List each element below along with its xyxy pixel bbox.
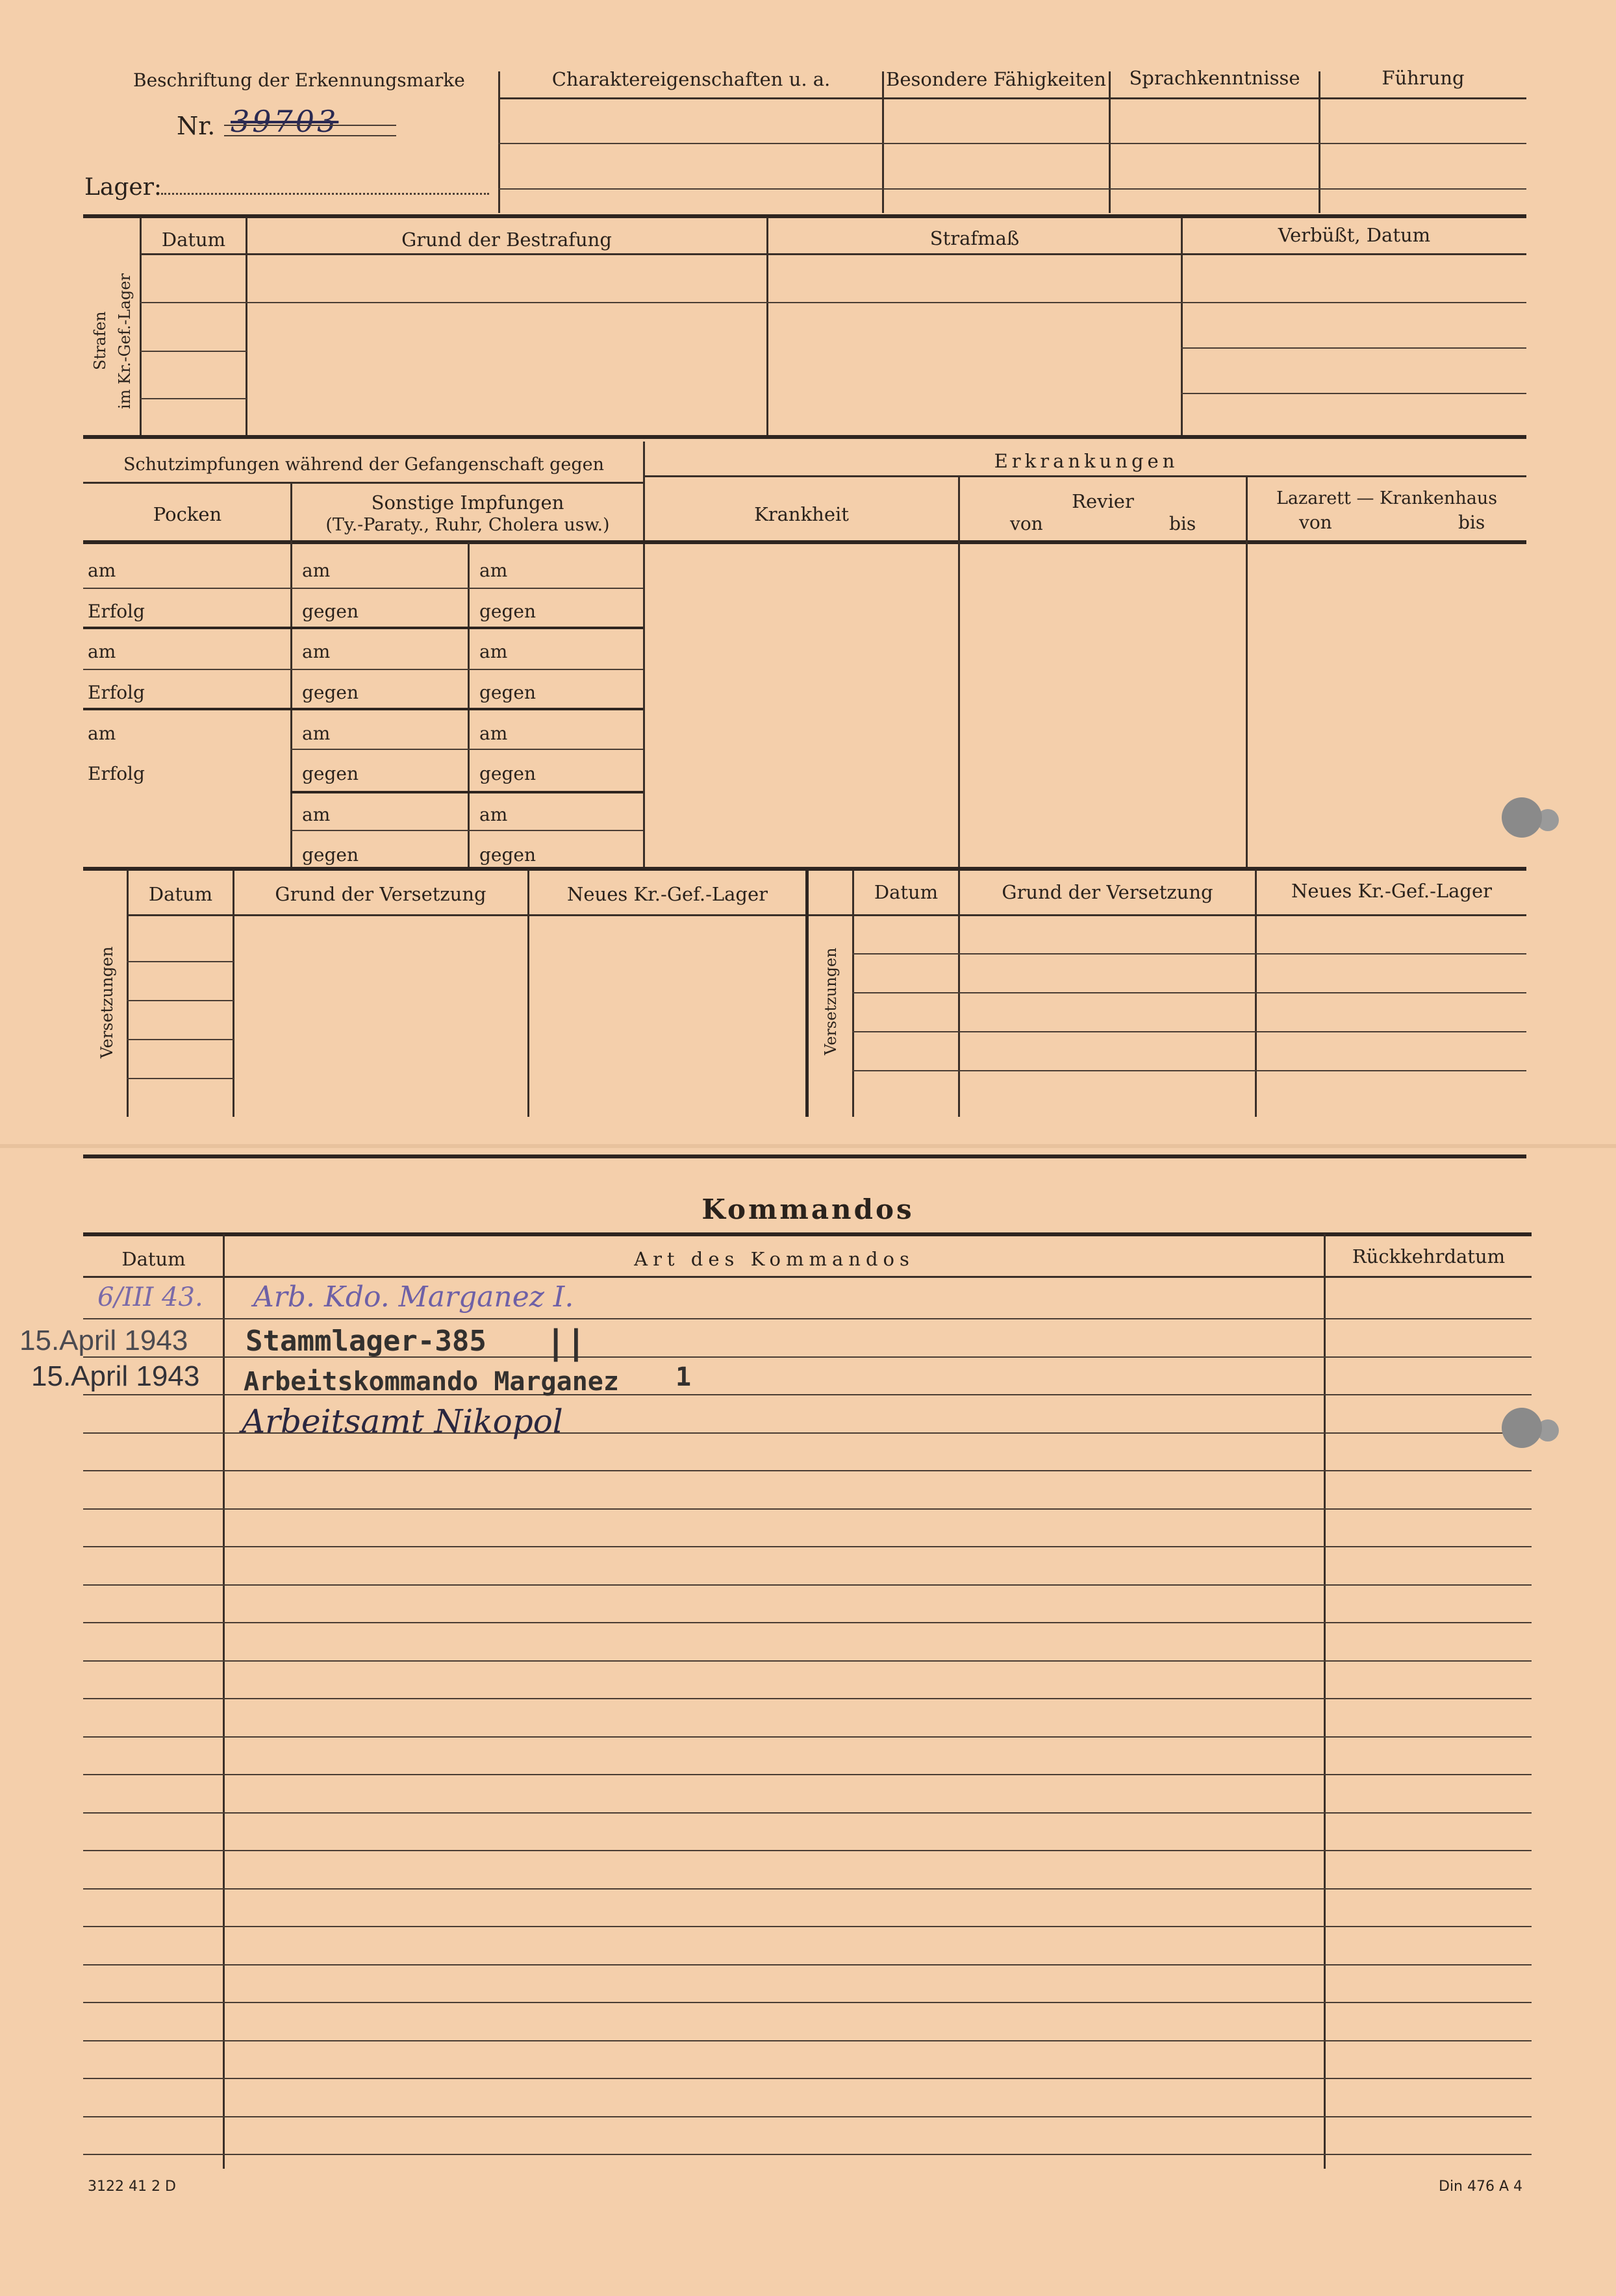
pocken-erfolg-1: Erfolg [88,601,145,622]
kommandos-ruled-line [83,1850,1532,1851]
pocken-am-2: am [88,641,116,662]
kommandos-title: Kommandos [701,1193,915,1225]
kommandos-ruled-line [83,2116,1532,2117]
col-charakter: Charaktereigenschaften u. a. [551,68,831,90]
strafen-col-verbuesst: Verbüßt, Datum [1278,224,1431,246]
kommandos-ruled-line [83,1508,1532,1510]
punch-hole-upper [1502,797,1542,838]
kommandos-col-art: Art des Kommandos [634,1248,915,1270]
kommandos-ruled-line [83,1812,1532,1814]
nr-value: 39703 [231,104,339,139]
vers-col-datum-left: Datum [148,883,213,905]
versetzungen-side-label-right: Versetzungen [822,947,840,1055]
punch-hole-lower [1502,1408,1542,1448]
kommandos-ruled-line [83,1470,1532,1471]
lager-dotted-line [161,193,489,195]
col-revier: Revier [1072,490,1134,512]
kommandos-ruled-line [83,1774,1532,1775]
kommandos-ruled-line [83,1888,1532,1890]
col-lazarett: Lazarett — Krankenhaus [1276,488,1498,508]
vers-col-neues-left: Neues Kr.-Gef.-Lager [566,883,768,905]
kommandos-ruled-line [83,1584,1532,1586]
entry-4-text: Arbeitsamt Nikopol [242,1403,563,1440]
sonst-gegen-4b: gegen [479,844,537,866]
pocken-erfolg-3: Erfolg [88,763,145,784]
kommandos-col-datum: Datum [121,1248,186,1270]
entry-2-stamp: Stammlager-385 [246,1325,486,1358]
marke-label: Beschriftung der Erkennungsmarke [133,69,465,91]
sonst-gegen-1a: gegen [302,601,359,622]
erkrankungen-title: Erkrankungen [994,450,1179,472]
col-sonstige-2: (Ty.-Paraty., Ruhr, Cholera usw.) [325,515,610,535]
strafen-col-grund: Grund der Bestrafung [401,229,612,251]
revier-von: von [1010,513,1043,534]
col-faehigkeiten: Besondere Fähigkeiten [886,68,1106,90]
sonst-gegen-3a: gegen [302,763,359,784]
footer-left: 3122 41 2 D [88,2178,176,2195]
strafen-col-datum: Datum [161,229,226,251]
sonst-am-4b: am [479,804,508,825]
entry-3-mark: 1 [675,1362,692,1392]
revier-bis: bis [1169,513,1196,534]
strafen-col-strafmass: Strafmaß [929,227,1020,249]
entry-2-mark: || [546,1323,587,1362]
sonst-am-1a: am [302,560,331,581]
entry-2-date-stamp: 15.April 1943 [19,1325,188,1356]
sonst-am-2b: am [479,641,508,662]
kommandos-ruled-line [83,1622,1532,1623]
lazarett-bis: bis [1458,512,1485,533]
kommandos-ruled-line [83,1926,1532,1927]
entry-1-text: Arb. Kdo. Marganez I. [253,1280,574,1314]
footer-right: Din 476 A 4 [1439,2178,1523,2195]
impfungen-title: Schutzimpfungen während der Gefangenschaft gegen [123,455,604,475]
sonst-gegen-3b: gegen [479,763,537,784]
pocken-erfolg-2: Erfolg [88,682,145,703]
lager-label: Lager: [84,174,162,201]
kommandos-col-rueckkehr: Rückkehrdatum [1352,1245,1506,1267]
pocken-am-1: am [88,560,116,581]
sonst-am-2a: am [302,641,331,662]
versetzungen-side-label-left: Versetzungen [97,946,116,1058]
strafen-side-label-2: im Kr.-Gef.-Lager [116,273,134,409]
vers-col-grund-right: Grund der Versetzung [1002,881,1213,903]
sonst-am-3b: am [479,723,508,744]
entry-1-date: 6/III 43. [97,1282,203,1312]
sonst-am-4a: am [302,804,331,825]
col-sprach: Sprachkenntnisse [1129,67,1300,89]
sonst-gegen-4a: gegen [302,844,359,866]
vers-col-grund-left: Grund der Versetzung [275,883,486,905]
kommandos-ruled-line [83,1698,1532,1699]
col-fuehrung: Führung [1382,67,1465,89]
col-pocken: Pocken [153,503,222,525]
sonst-am-3a: am [302,723,331,744]
strafen-side-label-1: Strafen [91,311,109,370]
sonst-gegen-2b: gegen [479,682,537,703]
sonst-gegen-2a: gegen [302,682,359,703]
kommandos-ruled-line [83,1964,1532,1965]
entry-3-date-stamp: 15.April 1943 [31,1360,200,1392]
kommandos-ruled-line [83,2154,1532,2155]
nr-label: Nr. [177,112,216,140]
sonst-gegen-1b: gegen [479,601,537,622]
nr-underline [224,125,396,136]
col-sonstige-1: Sonstige Impfungen [371,492,564,514]
sonst-am-1b: am [479,560,508,581]
pocken-am-3: am [88,723,116,744]
fold-line [0,1144,1616,1148]
kommandos-ruled-line [83,1736,1532,1738]
vers-col-neues-right: Neues Kr.-Gef.-Lager [1291,880,1493,902]
kommandos-ruled-line [83,1660,1532,1662]
lazarett-von: von [1299,512,1332,533]
kommandos-ruled-line [83,2078,1532,2079]
kommandos-ruled-line [83,2040,1532,2041]
kommandos-ruled-line [83,2002,1532,2003]
entry-3-stamp: Arbeitskommando Marganez [244,1367,619,1397]
vers-col-datum-right: Datum [874,881,939,903]
col-krankheit: Krankheit [754,503,849,525]
kommandos-ruled-line [83,1318,1532,1319]
kommandos-ruled-line [83,1546,1532,1547]
